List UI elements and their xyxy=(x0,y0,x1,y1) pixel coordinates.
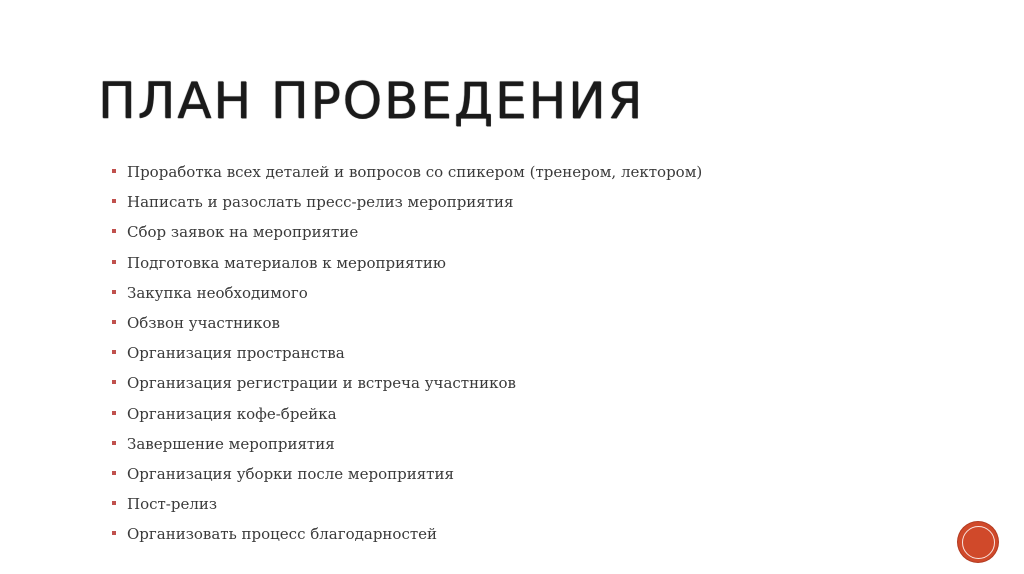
bullet-text: Сбор заявок на мероприятие xyxy=(127,223,359,242)
bullet-marker-icon xyxy=(112,501,116,505)
bullet-text: Организовать процесс благодарностей xyxy=(127,525,438,544)
bullet-item xyxy=(112,462,702,492)
bullet-marker-icon xyxy=(112,260,116,264)
bullet-marker-icon xyxy=(112,199,116,203)
bullet-marker-icon xyxy=(112,350,116,354)
bullet-text: Проработка всех деталей и вопросов со спикером (тренером, лектором) xyxy=(127,163,703,181)
bullet-item xyxy=(112,160,702,190)
bullet-text: Организация уборки после мероприятия xyxy=(127,464,454,483)
bullet-list xyxy=(112,160,702,552)
bullet-marker-icon xyxy=(112,229,116,233)
bullet-item xyxy=(112,311,702,341)
bullet-item xyxy=(112,251,702,281)
bullet-text: Подготовка материалов к мероприятию xyxy=(127,253,446,272)
bullet-text: Написать и разослать пресс-релиз мероприятия xyxy=(127,193,514,212)
badge-ring xyxy=(962,526,995,559)
bullet-marker-icon xyxy=(112,380,116,384)
bullet-marker-icon xyxy=(112,441,116,445)
bullet-item xyxy=(112,402,702,432)
bullet-text: Организация регистрации и встреча участников xyxy=(127,374,516,393)
bullet-marker-icon xyxy=(112,320,116,324)
bullet-marker-icon xyxy=(112,290,116,294)
bullet-item xyxy=(112,190,702,220)
bullet-marker-icon xyxy=(112,169,116,173)
bullet-marker-icon xyxy=(112,531,116,535)
bullet-marker-icon xyxy=(112,411,116,415)
bullet-text: Организация кофе-брейка xyxy=(127,404,337,423)
circle-badge-icon xyxy=(958,522,998,562)
bullet-item xyxy=(112,281,702,311)
bullet-text: Обзвон участников xyxy=(127,313,280,332)
slide-title: ПЛАН ПРОВЕДЕНИЯ xyxy=(98,72,645,130)
bullet-item xyxy=(112,432,702,462)
bullet-text: Организация пространства xyxy=(127,344,345,363)
bullet-item xyxy=(112,371,702,401)
bullet-text: Завершение мероприятия xyxy=(127,434,335,453)
bullet-text: Закупка необходимого xyxy=(127,283,308,302)
bullet-item xyxy=(112,220,702,250)
bullet-text: Пост-релиз xyxy=(127,495,218,514)
bullet-item xyxy=(112,522,702,552)
bullet-marker-icon xyxy=(112,471,116,475)
bullet-item xyxy=(112,341,702,371)
bullet-item xyxy=(112,492,702,522)
